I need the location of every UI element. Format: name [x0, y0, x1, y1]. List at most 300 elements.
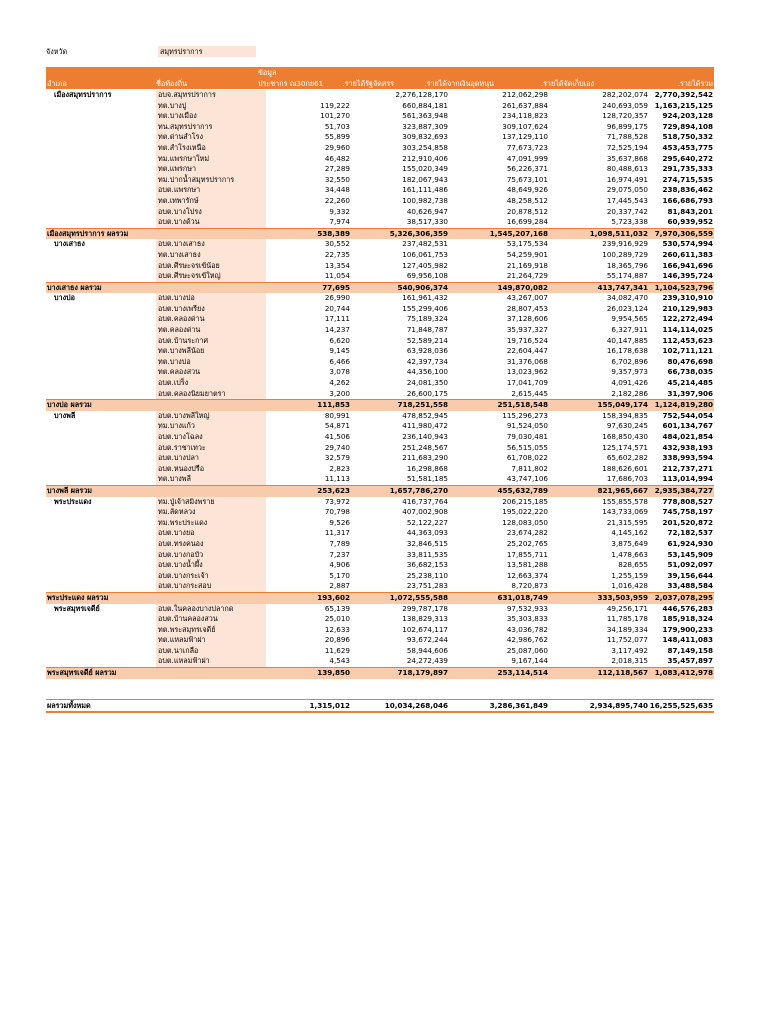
amphoe-cell — [46, 507, 154, 518]
local-name-cell — [156, 367, 266, 378]
header-self-collected: .รายได้จัดเก็บเอง — [540, 79, 594, 88]
local-name-cell — [156, 239, 266, 250]
self-collected-cell: 188,626,601 — [602, 463, 648, 473]
state-allocated-cell: 236,140,943 — [402, 432, 448, 441]
total-income-cell: 274,715,535 — [662, 174, 713, 184]
grand-total-state: 10,034,268,046 — [384, 701, 448, 710]
amphoe-cell — [46, 656, 154, 667]
state-allocated-cell: 2,276,128,170 — [395, 90, 448, 99]
local-name-cell — [156, 143, 266, 154]
state-allocated-cell: 69,956,108 — [406, 271, 448, 281]
local-name: อบต.บางพลีใหญ่ — [158, 410, 210, 420]
total-income-cell: 39,156,644 — [667, 570, 713, 580]
local-name-cell — [156, 646, 266, 657]
grand-total-label: ผลรวมทั้งหมด — [47, 701, 91, 710]
subtotal-label: บางพลี ผลรวม — [47, 485, 93, 495]
filter-value-text: สมุทรปราการ — [160, 47, 203, 56]
amphoe-cell — [46, 560, 154, 571]
population-cell: 14,237 — [324, 325, 350, 335]
subsidy-cell: 22,604,447 — [506, 346, 548, 356]
total-income-cell: 291,735,333 — [662, 164, 713, 174]
population-cell: 9,526 — [329, 517, 350, 527]
local-name: ทม.ลัดหลวง — [158, 507, 196, 517]
population-cell: 26,990 — [324, 293, 350, 303]
population-cell: 55,899 — [324, 132, 350, 142]
header-total-income: .รายได้รวม — [677, 79, 713, 88]
local-name: ทต.ด่านสำโรง — [158, 132, 203, 142]
subsidy-cell: 7,811,802 — [511, 463, 548, 473]
table-row — [46, 507, 714, 518]
table-row — [46, 389, 714, 400]
subsidy-cell: 56,226,371 — [506, 164, 548, 174]
self-collected-cell: 71,788,528 — [606, 132, 648, 142]
amphoe-name: บางเสาธง — [54, 239, 85, 249]
table-row — [46, 239, 714, 250]
total-income-cell: 72,182,537 — [667, 528, 713, 538]
table-row — [46, 560, 714, 571]
state-allocated-cell: 102,674,117 — [402, 624, 448, 634]
local-name-cell — [156, 207, 266, 218]
amphoe-cell — [46, 154, 154, 165]
table-row — [46, 646, 714, 657]
local-name: อบต.บางเสาธง — [158, 239, 205, 249]
subsidy-cell: 17,855,711 — [506, 549, 548, 559]
table-row — [46, 217, 714, 228]
subsidy-cell: 75,673,101 — [506, 174, 548, 184]
self-collected-cell: 18,365,796 — [606, 260, 648, 270]
self-collected-cell: 16,178,638 — [606, 346, 648, 356]
local-name-cell — [156, 432, 266, 443]
local-name-cell — [156, 528, 266, 539]
local-name: อบจ.สมุทรปราการ — [158, 90, 216, 99]
table-row — [46, 453, 714, 464]
self-collected-cell: 143,733,069 — [602, 507, 648, 517]
population-cell: 4,543 — [329, 656, 350, 666]
self-collected-cell: 282,202,074 — [602, 90, 648, 99]
total-income-cell: 45,214,485 — [667, 378, 713, 388]
amphoe-cell — [46, 346, 154, 357]
local-name: อบต.นาเกลือ — [158, 645, 199, 655]
subtotal-state-allocated-cell: 1,657,786,270 — [389, 485, 448, 495]
total-income-cell: 212,737,271 — [662, 463, 713, 473]
self-collected-cell: 40,147,885 — [606, 335, 648, 345]
state-allocated-cell: 32,846,515 — [406, 538, 448, 548]
subtotal-subsidy-cell: 253,114,514 — [497, 668, 548, 678]
population-cell: 7,237 — [329, 549, 350, 559]
amphoe-cell — [46, 111, 154, 122]
subtotal-label: เมืองสมุทรปราการ ผลรวม — [47, 228, 129, 238]
state-allocated-cell: 161,961,432 — [402, 293, 448, 303]
amphoe-name: พระสมุทรเจดีย์ — [54, 603, 100, 613]
state-allocated-cell: 561,363,948 — [402, 111, 448, 121]
subtotal-population-cell: 77,695 — [322, 282, 350, 292]
population-cell: 51,703 — [324, 121, 350, 131]
local-name: อบต.คลองด่าน — [158, 314, 205, 324]
amphoe-cell — [46, 571, 154, 582]
local-name: อบต.หนองปรือ — [158, 463, 205, 473]
local-name-cell — [156, 271, 266, 282]
subtotal-total-income-cell: 1,083,412,978 — [654, 668, 713, 678]
state-allocated-cell: 478,852,945 — [402, 410, 448, 420]
population-cell: 22,735 — [324, 249, 350, 259]
total-income-cell: 729,894,108 — [662, 121, 713, 131]
total-income-cell: 210,129,983 — [662, 303, 713, 313]
total-income-cell: 166,941,696 — [662, 260, 713, 270]
table-row — [46, 571, 714, 582]
amphoe-cell — [46, 175, 154, 186]
amphoe-cell — [46, 336, 154, 347]
local-name-cell — [156, 453, 266, 464]
state-allocated-cell: 36,682,153 — [406, 560, 448, 570]
local-name-cell — [156, 175, 266, 186]
subsidy-cell: 212,062,298 — [502, 90, 548, 99]
table-row — [46, 196, 714, 207]
self-collected-cell: 1,478,663 — [611, 549, 648, 559]
header-local-name[interactable]: ชื่อท้องถิ่น — [156, 79, 188, 88]
amphoe-cell — [46, 90, 154, 101]
local-name: อบต.บางน้ำผึ้ง — [158, 560, 203, 570]
local-name: ทม.บางแก้ว — [158, 421, 195, 431]
self-collected-cell: 55,174,887 — [606, 271, 648, 281]
population-cell: 3,078 — [329, 367, 350, 377]
subsidy-cell: 48,649,926 — [506, 185, 548, 195]
population-cell: 3,200 — [329, 388, 350, 398]
state-allocated-cell: 138,829,313 — [402, 614, 448, 624]
self-collected-cell: 20,337,742 — [606, 206, 648, 216]
state-allocated-cell: 33,811,535 — [406, 549, 448, 559]
amphoe-cell — [46, 389, 154, 400]
subtotal-state-allocated-cell: 540,906,374 — [397, 282, 448, 292]
total-income-cell: 745,758,197 — [662, 507, 713, 517]
amphoe-cell — [46, 604, 154, 615]
local-name: ทต.แพรกษา — [158, 164, 197, 174]
subsidy-cell: 79,030,481 — [506, 432, 548, 441]
population-cell: 22,260 — [324, 195, 350, 205]
state-allocated-cell: 155,020,349 — [402, 164, 448, 174]
table-row — [46, 164, 714, 175]
local-name: อบต.บ้านคลองสวน — [158, 614, 218, 624]
population-cell: 11,054 — [324, 271, 350, 281]
local-name-cell — [156, 411, 266, 422]
subsidy-cell: 23,674,282 — [506, 528, 548, 538]
total-income-cell: 2,770,392,542 — [654, 90, 713, 99]
grand-total-population: 1,315,012 — [309, 701, 350, 710]
subtotal-subsidy-cell: 251,518,548 — [497, 400, 548, 410]
table-row — [46, 421, 714, 432]
population-cell: 41,506 — [324, 432, 350, 441]
self-collected-cell: 49,256,171 — [606, 603, 648, 613]
state-allocated-cell: 211,683,290 — [402, 453, 448, 463]
population-cell: 2,887 — [329, 581, 350, 591]
local-name: อบต.เปร็ง — [158, 378, 189, 388]
local-name: อบต.บ้านระกาศ — [158, 335, 209, 345]
subtotal-self-collected-cell: 413,747,341 — [597, 282, 648, 292]
state-allocated-cell: 38,517,330 — [406, 217, 448, 227]
population-cell: 30,552 — [324, 239, 350, 249]
self-collected-cell: 4,091,426 — [611, 378, 648, 388]
total-income-cell: 122,272,494 — [662, 314, 713, 324]
self-collected-cell: 29,075,050 — [606, 185, 648, 195]
table-row — [46, 132, 714, 143]
subsidy-cell: 48,258,512 — [506, 195, 548, 205]
table-body — [46, 90, 714, 679]
subtotal-row — [46, 667, 714, 679]
total-income-cell: 81,843,201 — [667, 206, 713, 216]
population-cell: 34,448 — [324, 185, 350, 195]
population-cell: 32,579 — [324, 453, 350, 463]
amphoe-cell — [46, 293, 154, 304]
table-row — [46, 432, 714, 443]
subtotal-population-cell: 253,623 — [317, 485, 350, 495]
state-allocated-cell: 63,928,036 — [406, 346, 448, 356]
local-name-cell — [156, 518, 266, 529]
local-name-cell — [156, 132, 266, 143]
amphoe-cell — [46, 122, 154, 133]
population-cell: 65,139 — [324, 603, 350, 613]
population-cell: 7,974 — [329, 217, 350, 227]
subsidy-cell: 61,708,022 — [506, 453, 548, 463]
subtotal-population-cell: 538,389 — [317, 228, 350, 238]
total-income-cell: 1,163,215,125 — [654, 100, 713, 110]
subtotal-label: พระประแดง ผลรวม — [47, 592, 109, 602]
local-name: อบต.ศีรษะจรเข้ใหญ่ — [158, 271, 221, 281]
local-name: อบต.บางกระสอบ — [158, 581, 212, 591]
amphoe-cell — [46, 528, 154, 539]
subsidy-cell: 2,615,445 — [511, 388, 548, 398]
local-name-cell — [156, 90, 266, 101]
total-income-cell: 924,203,128 — [662, 111, 713, 121]
subtotal-self-collected-cell: 112,118,567 — [597, 668, 648, 678]
local-name-cell — [156, 464, 266, 475]
local-name-cell — [156, 346, 266, 357]
amphoe-name: บางพลี — [54, 410, 76, 420]
table-row — [46, 261, 714, 272]
self-collected-cell: 65,602,282 — [606, 453, 648, 463]
total-income-cell: 260,611,383 — [662, 249, 713, 259]
state-allocated-cell: 100,982,738 — [402, 195, 448, 205]
local-name-cell — [156, 154, 266, 165]
amphoe-name: บางบ่อ — [54, 293, 75, 303]
table-row — [46, 293, 714, 304]
amphoe-cell — [46, 625, 154, 636]
local-name: อบต.ทรงคนอง — [158, 538, 204, 548]
table-row — [46, 550, 714, 561]
table-row — [46, 656, 714, 667]
local-name-cell — [156, 389, 266, 400]
total-income-cell: 530,574,994 — [662, 239, 713, 249]
local-name-cell — [156, 421, 266, 432]
local-name: ทต.แหลมฟ้าผ่า — [158, 635, 206, 645]
subsidy-cell: 43,747,106 — [506, 474, 548, 484]
table-row — [46, 271, 714, 282]
subsidy-cell: 20,878,512 — [506, 206, 548, 216]
self-collected-cell: 11,785,178 — [606, 614, 648, 624]
subsidy-cell: 13,581,288 — [506, 560, 548, 570]
local-name: ทม.ปากน้ำสมุทรปราการ — [158, 174, 235, 184]
total-income-cell: 185,918,324 — [662, 614, 713, 624]
self-collected-cell: 11,752,077 — [606, 635, 648, 645]
subsidy-cell: 56,515,055 — [506, 442, 548, 452]
local-name-cell — [156, 550, 266, 561]
subsidy-cell: 35,937,327 — [506, 325, 548, 335]
population-cell: 4,262 — [329, 378, 350, 388]
self-collected-cell: 3,117,492 — [611, 645, 648, 655]
state-allocated-cell: 161,111,486 — [402, 185, 448, 195]
self-collected-cell: 1,255,159 — [611, 570, 648, 580]
self-collected-cell: 21,315,595 — [606, 517, 648, 527]
population-cell: 20,744 — [324, 303, 350, 313]
local-name: ทต.เทพารักษ์ — [158, 195, 199, 205]
population-cell: 9,145 — [329, 346, 350, 356]
local-name: อบต.บางกอบัว — [158, 549, 204, 559]
local-name-cell — [156, 101, 266, 112]
total-income-cell: 201,520,872 — [662, 517, 713, 527]
amphoe-name: พระประแดง — [54, 496, 92, 506]
state-allocated-cell: 24,081,350 — [406, 378, 448, 388]
local-name-cell — [156, 314, 266, 325]
subsidy-cell: 128,083,050 — [502, 517, 548, 527]
local-name-cell — [156, 357, 266, 368]
population-cell: 70,798 — [324, 507, 350, 517]
local-name: อบต.บางด้วน — [158, 217, 200, 227]
amphoe-cell — [46, 217, 154, 228]
population-cell: 11,317 — [324, 528, 350, 538]
local-name: ทต.คลองด่าน — [158, 325, 201, 335]
amphoe-cell — [46, 635, 154, 646]
local-name-cell — [156, 614, 266, 625]
total-income-cell: 518,750,332 — [662, 132, 713, 142]
table-row — [46, 185, 714, 196]
self-collected-cell: 34,082,470 — [606, 293, 648, 303]
table-row — [46, 443, 714, 454]
subsidy-cell: 77,673,723 — [506, 142, 548, 152]
amphoe-cell — [46, 314, 154, 325]
self-collected-cell: 158,394,835 — [602, 410, 648, 420]
local-name-cell — [156, 497, 266, 508]
subtotal-state-allocated-cell: 718,251,558 — [397, 400, 448, 410]
subtotal-subsidy-cell: 455,632,789 — [497, 485, 548, 495]
total-income-cell: 60,939,952 — [667, 217, 713, 227]
subtotal-label: บางเสาธง ผลรวม — [47, 282, 102, 292]
subtotal-total-income-cell: 7,970,306,559 — [654, 228, 713, 238]
subsidy-cell: 42,986,762 — [506, 635, 548, 645]
amphoe-cell — [46, 443, 154, 454]
local-name-cell — [156, 571, 266, 582]
total-income-cell: 601,134,767 — [662, 421, 713, 431]
amphoe-cell — [46, 304, 154, 315]
subsidy-cell: 25,087,060 — [506, 645, 548, 655]
state-allocated-cell: 44,356,100 — [406, 367, 448, 377]
subsidy-cell: 309,107,624 — [502, 121, 548, 131]
subsidy-cell: 115,296,273 — [502, 410, 548, 420]
subtotal-subsidy-cell: 1,545,207,168 — [489, 228, 548, 238]
self-collected-cell: 17,445,543 — [606, 195, 648, 205]
amphoe-cell — [46, 378, 154, 389]
table-row — [46, 314, 714, 325]
table-row — [46, 497, 714, 508]
local-name: ทม.แพรกษาใหม่ — [158, 153, 210, 163]
local-name-cell — [156, 111, 266, 122]
amphoe-cell — [46, 239, 154, 250]
state-allocated-cell: 40,626,947 — [406, 206, 448, 216]
subsidy-cell: 13,023,962 — [506, 367, 548, 377]
subsidy-cell: 54,259,901 — [506, 249, 548, 259]
subtotal-population-cell: 193,602 — [317, 592, 350, 602]
amphoe-cell — [46, 550, 154, 561]
population-cell: 32,550 — [324, 174, 350, 184]
total-income-cell: 453,453,775 — [662, 142, 713, 152]
amphoe-cell — [46, 207, 154, 218]
self-collected-cell: 6,327,911 — [611, 325, 648, 335]
subsidy-cell: 261,637,884 — [502, 100, 548, 110]
self-collected-cell: 80,488,613 — [606, 164, 648, 174]
header-state-allocated: .รายได้รัฐจัดสรร — [342, 79, 394, 88]
amphoe-cell — [46, 132, 154, 143]
state-allocated-cell: 309,832,693 — [402, 132, 448, 142]
total-income-cell: 752,544,054 — [662, 410, 713, 420]
filter-label: จังหวัด — [46, 47, 68, 56]
amphoe-cell — [46, 164, 154, 175]
subsidy-cell: 137,129,110 — [502, 132, 548, 142]
local-name-cell — [156, 635, 266, 646]
local-name: ทน.สมุทรปราการ — [158, 121, 213, 131]
state-allocated-cell: 75,189,324 — [406, 314, 448, 324]
self-collected-cell: 34,189,334 — [606, 624, 648, 634]
state-allocated-cell: 58,944,606 — [406, 645, 448, 655]
self-collected-cell: 2,182,286 — [611, 388, 648, 398]
population-cell: 20,896 — [324, 635, 350, 645]
local-name-cell — [156, 507, 266, 518]
local-name-cell — [156, 196, 266, 207]
amphoe-cell — [46, 432, 154, 443]
local-name-cell — [156, 185, 266, 196]
local-name: ทต.บางพลีน้อย — [158, 346, 205, 356]
subsidy-cell: 21,169,918 — [506, 260, 548, 270]
state-allocated-cell: 26,600,175 — [406, 388, 448, 398]
amphoe-cell — [46, 411, 154, 422]
local-name-cell — [156, 581, 266, 592]
table-row — [46, 346, 714, 357]
subsidy-cell: 91,524,050 — [506, 421, 548, 431]
table-row — [46, 518, 714, 529]
table-row — [46, 474, 714, 485]
self-collected-cell: 9,954,565 — [611, 314, 648, 324]
population-cell: 13,354 — [324, 260, 350, 270]
total-income-cell: 35,457,897 — [667, 656, 713, 666]
local-name-cell — [156, 304, 266, 315]
amphoe-cell — [46, 646, 154, 657]
self-collected-cell: 828,655 — [618, 560, 648, 570]
population-cell: 12,633 — [324, 624, 350, 634]
total-income-cell: 179,900,233 — [662, 624, 713, 634]
total-income-cell: 51,092,097 — [667, 560, 713, 570]
header-amphoe[interactable]: อำเภอ — [47, 79, 67, 88]
amphoe-cell — [46, 143, 154, 154]
population-cell: 29,960 — [324, 142, 350, 152]
population-cell: 5,170 — [329, 570, 350, 580]
province-filter-value[interactable] — [158, 46, 256, 57]
self-collected-cell: 100,289,729 — [602, 249, 648, 259]
state-allocated-cell: 660,884,181 — [402, 100, 448, 110]
self-collected-cell: 239,916,929 — [602, 239, 648, 249]
population-cell: 25,010 — [324, 614, 350, 624]
grand-total-income: 16,255,525,635 — [649, 701, 713, 710]
population-cell: 9,332 — [329, 206, 350, 216]
local-name: ทม.ปู่เจ้าสมิงพราย — [158, 496, 215, 506]
header-population: ประชากร ณ30กย61 — [258, 79, 324, 88]
population-cell: 6,466 — [329, 356, 350, 366]
state-allocated-cell: 303,254,858 — [402, 142, 448, 152]
